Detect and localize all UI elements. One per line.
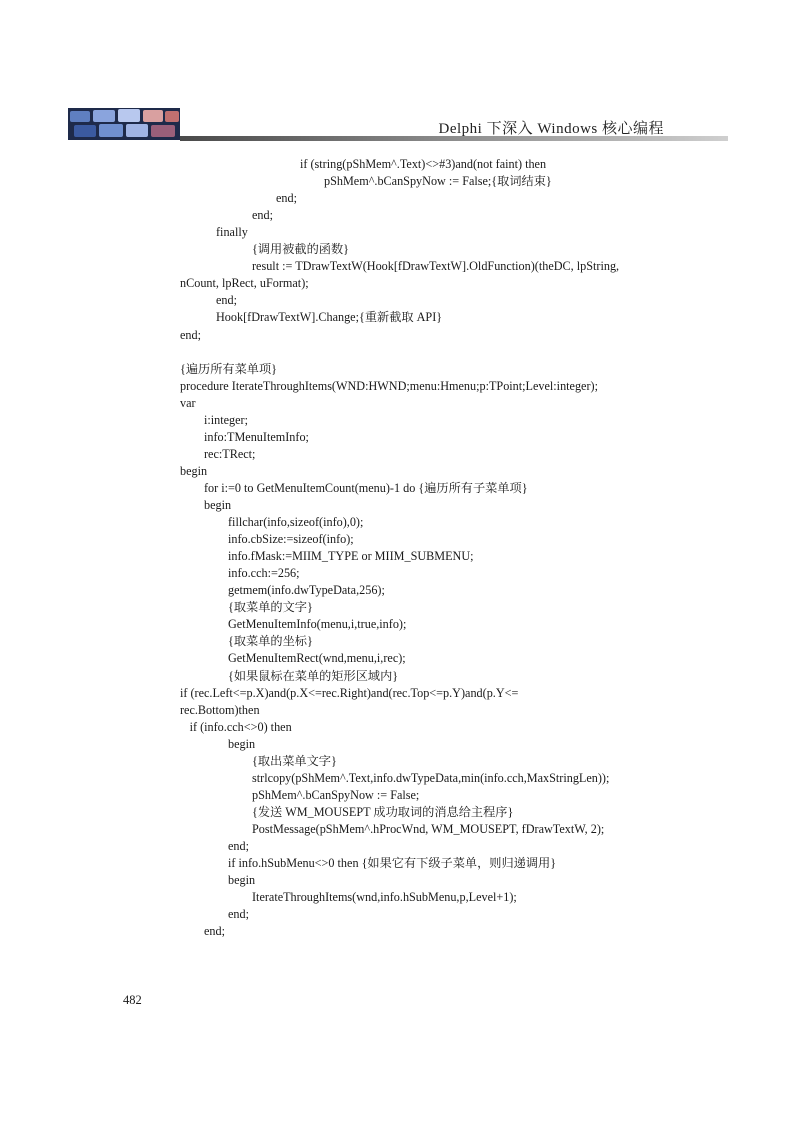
code-line: info.fMask:=MIIM_TYPE or MIIM_SUBMENU; xyxy=(228,549,474,564)
code-line: info:TMenuItemInfo; xyxy=(204,429,309,444)
code-line: fillchar(info,sizeof(info),0); xyxy=(228,515,364,530)
code-line: if (info.cch<>0) then xyxy=(189,719,292,734)
code-line: var xyxy=(180,395,196,410)
code-line: {发送 WM_MOUSEPT 成功取词的消息给主程序} xyxy=(252,804,514,819)
code-line: pShMem^.bCanSpyNow := False; xyxy=(252,787,420,802)
page-number: 482 xyxy=(123,993,142,1007)
code-line: begin xyxy=(204,498,232,512)
code-line: begin xyxy=(228,736,256,751)
code-line: PostMessage(pShMem^.hProcWnd, WM_MOUSEPT, fDrawTextW, 2); xyxy=(252,821,605,836)
code-line: rec:TRect; xyxy=(204,446,256,461)
code-line: pShMem^.bCanSpyNow := False;{取词结束} xyxy=(324,174,552,189)
code-line: end; xyxy=(228,907,249,922)
code-line: begin xyxy=(228,873,256,888)
code-line: end; xyxy=(216,293,237,308)
keyboard-image xyxy=(68,108,180,140)
code-line: {取菜单的坐标} xyxy=(228,634,313,649)
code-line: end; xyxy=(228,839,249,853)
code-line: {遍历所有菜单项} xyxy=(180,361,278,376)
code-line: info.cch:=256; xyxy=(228,566,300,581)
code-line: end; xyxy=(204,924,225,939)
code-line: nCount, lpRect, uFormat); xyxy=(180,276,309,291)
code-line: {取出菜单文字} xyxy=(252,753,337,768)
code-line: IterateThroughItems(wnd,info.hSubMenu,p,Level+1); xyxy=(252,890,517,905)
code-line: {调用被截的函数} xyxy=(252,242,350,257)
code-line: {如果鼠标在菜单的矩形区域内} xyxy=(228,668,399,683)
code-line: begin xyxy=(180,463,208,478)
code-line: {取菜单的文字} xyxy=(228,600,313,615)
code-line: procedure IterateThroughItems(WND:HWND;menu:Hmenu;p:TPoint;Level:integer); xyxy=(180,378,598,393)
code-line: if (string(pShMem^.Text)<>#3)and(not faint) then xyxy=(300,157,547,171)
code-line: strlcopy(pShMem^.Text,info.dwTypeData,min(info.cch,MaxStringLen)); xyxy=(252,770,610,785)
code-line: finally xyxy=(216,225,248,240)
header-title: Delphi 下深入 Windows 核心编程 xyxy=(438,121,664,137)
code-line: getmem(info.dwTypeData,256); xyxy=(228,583,385,598)
code-line: end; xyxy=(180,327,201,342)
code-line: rec.Bottom)then xyxy=(180,702,260,717)
code-line: Hook[fDrawTextW].Change;{重新截取 API} xyxy=(216,310,443,325)
code-line: end; xyxy=(276,191,297,206)
page-header xyxy=(68,108,728,146)
code-line: if info.hSubMenu<>0 then {如果它有下级子菜单，则归递调用} xyxy=(228,856,557,871)
code-line: for i:=0 to GetMenuItemCount(menu)-1 do {遍历所有子菜单项} xyxy=(204,480,528,495)
code-line: result := TDrawTextW(Hook[fDrawTextW].OldFunction)(theDC, lpString, xyxy=(252,259,620,274)
code-line: end; xyxy=(252,208,273,223)
code-line: if (rec.Left<=p.X)and(p.X<=rec.Right)and(rec.Top<=p.Y)and(p.Y<= xyxy=(180,685,519,700)
code-line: info.cbSize:=sizeof(info); xyxy=(228,532,354,547)
code-line: GetMenuItemInfo(menu,i,true,info); xyxy=(228,617,407,632)
code-line: i:integer; xyxy=(204,412,248,427)
code-line: GetMenuItemRect(wnd,menu,i,rec); xyxy=(228,651,406,666)
